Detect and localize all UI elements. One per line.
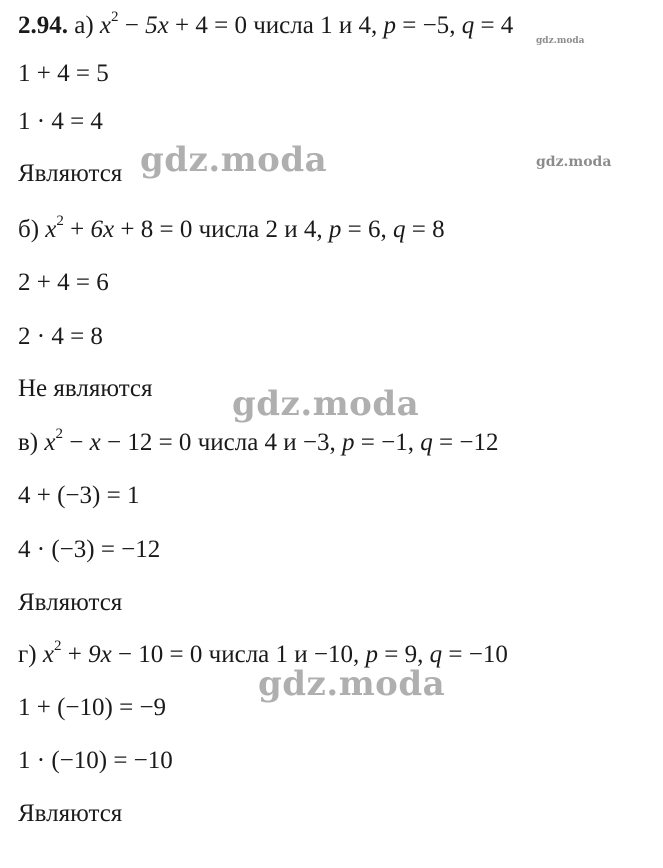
watermark-tiny: gdz.moda: [536, 36, 585, 46]
p-value: −1: [381, 429, 408, 456]
watermark-3: gdz.moda: [258, 664, 446, 704]
watermark-small: gdz.moda: [536, 154, 612, 170]
watermark-2: gdz.moda: [232, 384, 420, 424]
part-c-product: 4 · (−3) = −12: [18, 536, 161, 563]
p-value: −5: [422, 12, 450, 39]
part-b-statement: б) $x^2 + 6x + 8 = 0$ числа 2 и 4, p = 6, q = 8: [18, 212, 445, 243]
part-label: а): [74, 12, 94, 39]
part-a-product: 1 · 4 = 4: [18, 108, 103, 135]
q-value: 8: [432, 216, 445, 243]
part-label: в): [18, 429, 39, 456]
p-value: 9: [404, 641, 418, 668]
part-b-sum: 2 + 4 = 6: [18, 269, 109, 296]
part-d-product: 1 · (−10) = −10: [18, 747, 173, 774]
part-c-statement: в) $x^2 - x - 12 = 0$ числа 4 и −3, p = −1, q = −12: [18, 425, 499, 456]
numbers-text: числа 1 и −10,: [208, 641, 360, 668]
part-label: б): [18, 216, 40, 243]
part-b-product: 2 · 4 = 8: [18, 323, 103, 350]
part-a-conclusion: Являются: [18, 160, 123, 187]
part-a-statement: 2.94. а) $x^2 - 5x + 4 = 0$ числа 1 и 4, p = −5, q = 4: [18, 8, 514, 39]
numbers-text: числа 4 и −3,: [197, 429, 336, 456]
part-d-statement: г) $x^2 + 9x - 10 = 0$ числа 1 и −10, p = 9, q = −10: [18, 637, 508, 668]
q-value: 4: [500, 12, 514, 39]
numbers-text: числа 2 и 4,: [198, 216, 323, 243]
part-d-conclusion: Являются: [18, 800, 123, 827]
q-value: −12: [459, 429, 499, 456]
part-c-conclusion: Являются: [18, 589, 123, 616]
part-d-sum: 1 + (−10) = −9: [18, 694, 167, 721]
watermark-1: gdz.moda: [140, 140, 328, 180]
part-a-sum: 1 + 4 = 5: [18, 60, 109, 87]
problem-number: 2.94.: [18, 12, 68, 39]
part-b-conclusion: Не являются: [18, 375, 153, 402]
part-label: г): [18, 641, 37, 668]
p-value: 6: [367, 216, 381, 243]
numbers-text: числа 1 и 4,: [253, 12, 378, 39]
q-value: −10: [468, 641, 508, 668]
part-c-sum: 4 + (−3) = 1: [18, 482, 140, 509]
